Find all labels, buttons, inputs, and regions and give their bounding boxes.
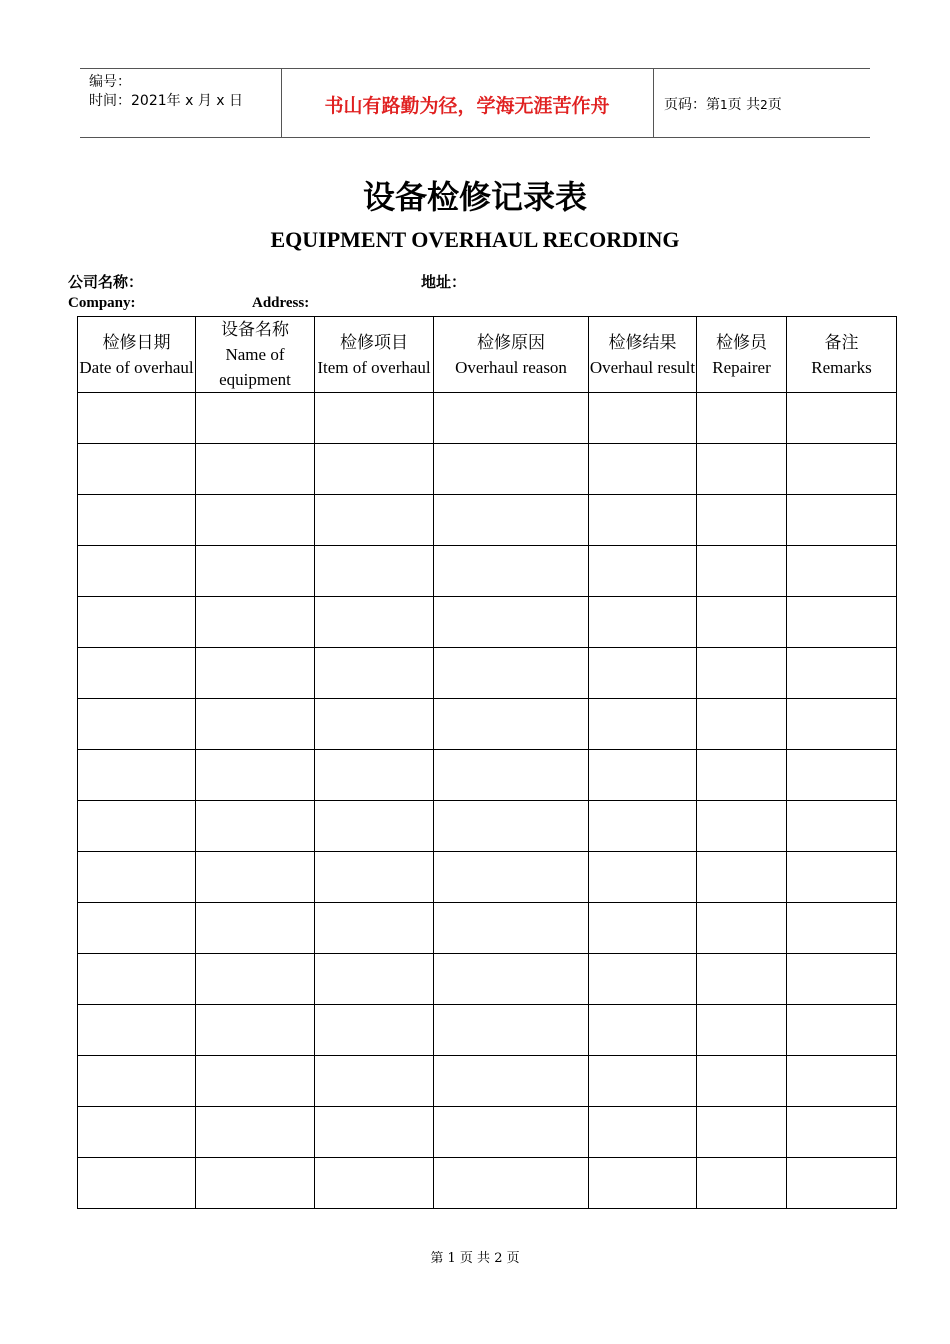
table-row (78, 903, 897, 954)
table-cell[interactable] (78, 903, 196, 954)
table-cell[interactable] (787, 1107, 897, 1158)
table-cell[interactable] (434, 1158, 589, 1209)
table-cell[interactable] (434, 1056, 589, 1107)
table-cell[interactable] (196, 852, 315, 903)
table-cell[interactable] (697, 903, 787, 954)
table-cell[interactable] (315, 750, 434, 801)
table-cell[interactable] (315, 444, 434, 495)
table-cell[interactable] (78, 1158, 196, 1209)
page-total: 2 (760, 98, 768, 112)
col-header-cn: 检修结果 (608, 332, 677, 352)
table-row (78, 852, 897, 903)
col-header-reason (434, 317, 589, 393)
title-chinese: 设备检修记录表 (362, 178, 587, 216)
col-header-repairer (697, 317, 787, 393)
col-header-en: Overhaul reason (455, 357, 567, 377)
table-cell[interactable] (697, 954, 787, 1005)
table-cell[interactable] (697, 801, 787, 852)
table-cell[interactable] (787, 699, 897, 750)
time-label (89, 90, 243, 110)
table-cell[interactable] (589, 954, 697, 1005)
table-cell[interactable] (196, 1158, 315, 1209)
company-label-cn: 公司名称： (68, 275, 144, 291)
table-cell[interactable] (78, 495, 196, 546)
col-header-remarks (787, 317, 897, 393)
table-row (78, 801, 897, 852)
table-cell[interactable] (589, 1005, 697, 1056)
table-cell[interactable] (78, 546, 196, 597)
col-header-en: Repairer (712, 357, 771, 377)
table-cell[interactable] (787, 546, 897, 597)
table-cell[interactable] (697, 546, 787, 597)
table-cell[interactable] (196, 393, 315, 444)
table-cell[interactable] (434, 903, 589, 954)
table-cell[interactable] (787, 597, 897, 648)
table-cell[interactable] (78, 954, 196, 1005)
table-cell[interactable] (78, 750, 196, 801)
table-cell[interactable] (315, 852, 434, 903)
table-cell[interactable] (315, 1107, 434, 1158)
col-header-en: Overhaul result (589, 357, 696, 377)
table-cell[interactable] (196, 954, 315, 1005)
table-cell[interactable] (787, 954, 897, 1005)
table-cell[interactable] (196, 750, 315, 801)
col-header-en: Remarks (811, 357, 872, 377)
table-cell[interactable] (196, 903, 315, 954)
table-cell[interactable] (697, 852, 787, 903)
table-cell[interactable] (78, 444, 196, 495)
table-cell[interactable] (315, 903, 434, 954)
address-label-cn: 地址： (421, 275, 467, 291)
table-row (78, 1107, 897, 1158)
col-header-equipment (196, 317, 315, 393)
table-cell[interactable] (78, 597, 196, 648)
table-cell[interactable] (589, 1107, 697, 1158)
table-cell[interactable] (697, 1056, 787, 1107)
table-cell[interactable] (697, 495, 787, 546)
table-cell[interactable] (434, 1005, 589, 1056)
table-row (78, 750, 897, 801)
table-cell[interactable] (315, 546, 434, 597)
col-header-cn: 设备名称 (221, 320, 289, 339)
col-header-item (315, 317, 434, 393)
table-row (78, 597, 897, 648)
table-cell[interactable] (434, 597, 589, 648)
table-cell[interactable] (434, 546, 589, 597)
table-row (78, 1158, 897, 1209)
table-cell[interactable] (434, 648, 589, 699)
page-end: 页 (767, 97, 782, 113)
col-header-cn: 检修项目 (340, 332, 408, 352)
table-cell[interactable] (589, 750, 697, 801)
table-cell[interactable] (315, 495, 434, 546)
table-cell[interactable] (787, 1056, 897, 1107)
number-label: 编号： (89, 74, 131, 90)
table-cell[interactable] (787, 750, 897, 801)
page-current: 1 (720, 98, 728, 112)
table-row (78, 1056, 897, 1107)
col-header-cn: 检修员 (716, 332, 767, 352)
table-cell[interactable] (589, 903, 697, 954)
time-prefix: 时间： (89, 93, 131, 109)
col-header-en: Item of overhaul (317, 357, 431, 377)
table-cell[interactable] (196, 1107, 315, 1158)
header-info-cell (80, 69, 282, 137)
table-cell[interactable] (78, 699, 196, 750)
table-cell[interactable] (196, 495, 315, 546)
table-cell[interactable] (787, 903, 897, 954)
table-cell[interactable] (196, 1005, 315, 1056)
table-cell[interactable] (78, 648, 196, 699)
table-cell[interactable] (787, 1158, 897, 1209)
table-cell[interactable] (589, 444, 697, 495)
table-cell[interactable] (697, 444, 787, 495)
table-cell[interactable] (315, 699, 434, 750)
table-cell[interactable] (787, 495, 897, 546)
table-cell[interactable] (787, 801, 897, 852)
title-english: EQUIPMENT OVERHAUL RECORDING (270, 227, 680, 252)
table-cell[interactable] (589, 546, 697, 597)
table-cell[interactable] (697, 1005, 787, 1056)
table-cell[interactable] (589, 1158, 697, 1209)
table-cell[interactable] (196, 648, 315, 699)
table-cell[interactable] (78, 1005, 196, 1056)
table-cell[interactable] (697, 1107, 787, 1158)
table-body (78, 393, 897, 1209)
table-row (78, 444, 897, 495)
table-row (78, 495, 897, 546)
table-cell[interactable] (697, 750, 787, 801)
table-cell[interactable] (434, 699, 589, 750)
table-cell[interactable] (787, 1005, 897, 1056)
table-cell[interactable] (315, 1056, 434, 1107)
table-row (78, 546, 897, 597)
table-cell[interactable] (315, 393, 434, 444)
company-label-en: Company: (68, 295, 136, 311)
table-cell[interactable] (434, 801, 589, 852)
table-cell[interactable] (434, 954, 589, 1005)
table-cell[interactable] (196, 444, 315, 495)
overhaul-record-table (77, 316, 897, 1209)
table-cell[interactable] (697, 648, 787, 699)
table-cell[interactable] (315, 597, 434, 648)
col-header-cn: 检修原因 (477, 332, 545, 352)
time-rest: 年 x 月 x 日 (166, 93, 244, 109)
table-cell[interactable] (196, 801, 315, 852)
col-header-cn: 检修日期 (102, 332, 171, 352)
table-cell[interactable] (78, 1056, 196, 1107)
table-cell[interactable] (434, 444, 589, 495)
header-motto-cell (281, 69, 654, 137)
table-cell[interactable] (315, 648, 434, 699)
table-row (78, 954, 897, 1005)
table-row (78, 699, 897, 750)
page-label: 页码：第 (664, 97, 720, 113)
table-cell[interactable] (697, 393, 787, 444)
table-cell[interactable] (589, 495, 697, 546)
table-cell[interactable] (589, 393, 697, 444)
table-row (78, 1005, 897, 1056)
table-cell[interactable] (196, 1056, 315, 1107)
table-cell[interactable] (787, 444, 897, 495)
page-mid: 页 共 (727, 97, 761, 113)
header-page-cell (654, 69, 870, 137)
table-cell[interactable] (78, 801, 196, 852)
col-header-result (589, 317, 697, 393)
table-cell[interactable] (589, 1056, 697, 1107)
col-header-en: Date of overhaul (79, 357, 194, 377)
table-cell[interactable] (697, 1158, 787, 1209)
page-number (664, 94, 782, 114)
table-cell[interactable] (589, 801, 697, 852)
table-cell[interactable] (78, 852, 196, 903)
page-header (80, 68, 870, 138)
table-cell[interactable] (434, 393, 589, 444)
col-header-en: Name of equipment (219, 345, 291, 389)
page-footer: 第 1 页 共 2 页 (430, 1251, 520, 1266)
table-cell[interactable] (315, 1158, 434, 1209)
table-row (78, 393, 897, 444)
table-cell[interactable] (78, 393, 196, 444)
table-cell[interactable] (787, 393, 897, 444)
table-cell[interactable] (787, 852, 897, 903)
table-cell[interactable] (434, 1107, 589, 1158)
table-cell[interactable] (589, 648, 697, 699)
table-cell[interactable] (315, 954, 434, 1005)
table-cell[interactable] (196, 546, 315, 597)
col-header-cn: 备注 (824, 332, 859, 352)
table-row (78, 648, 897, 699)
table-cell[interactable] (787, 648, 897, 699)
col-header-date (78, 317, 196, 393)
table-cell[interactable] (315, 1005, 434, 1056)
table-cell[interactable] (697, 597, 787, 648)
table-cell[interactable] (434, 852, 589, 903)
time-year: 2021 (131, 93, 167, 109)
table-cell[interactable] (589, 852, 697, 903)
table-header-row (78, 317, 897, 393)
table-cell[interactable] (589, 699, 697, 750)
table-cell[interactable] (196, 699, 315, 750)
table-cell[interactable] (434, 750, 589, 801)
motto-text: 书山有路勤为径，学海无涯苦作舟 (324, 95, 610, 117)
table-cell[interactable] (434, 495, 589, 546)
table-cell[interactable] (315, 801, 434, 852)
table-cell[interactable] (697, 699, 787, 750)
address-label-en: Address: (252, 295, 310, 311)
table-cell[interactable] (589, 597, 697, 648)
table-cell[interactable] (78, 1107, 196, 1158)
table-cell[interactable] (196, 597, 315, 648)
